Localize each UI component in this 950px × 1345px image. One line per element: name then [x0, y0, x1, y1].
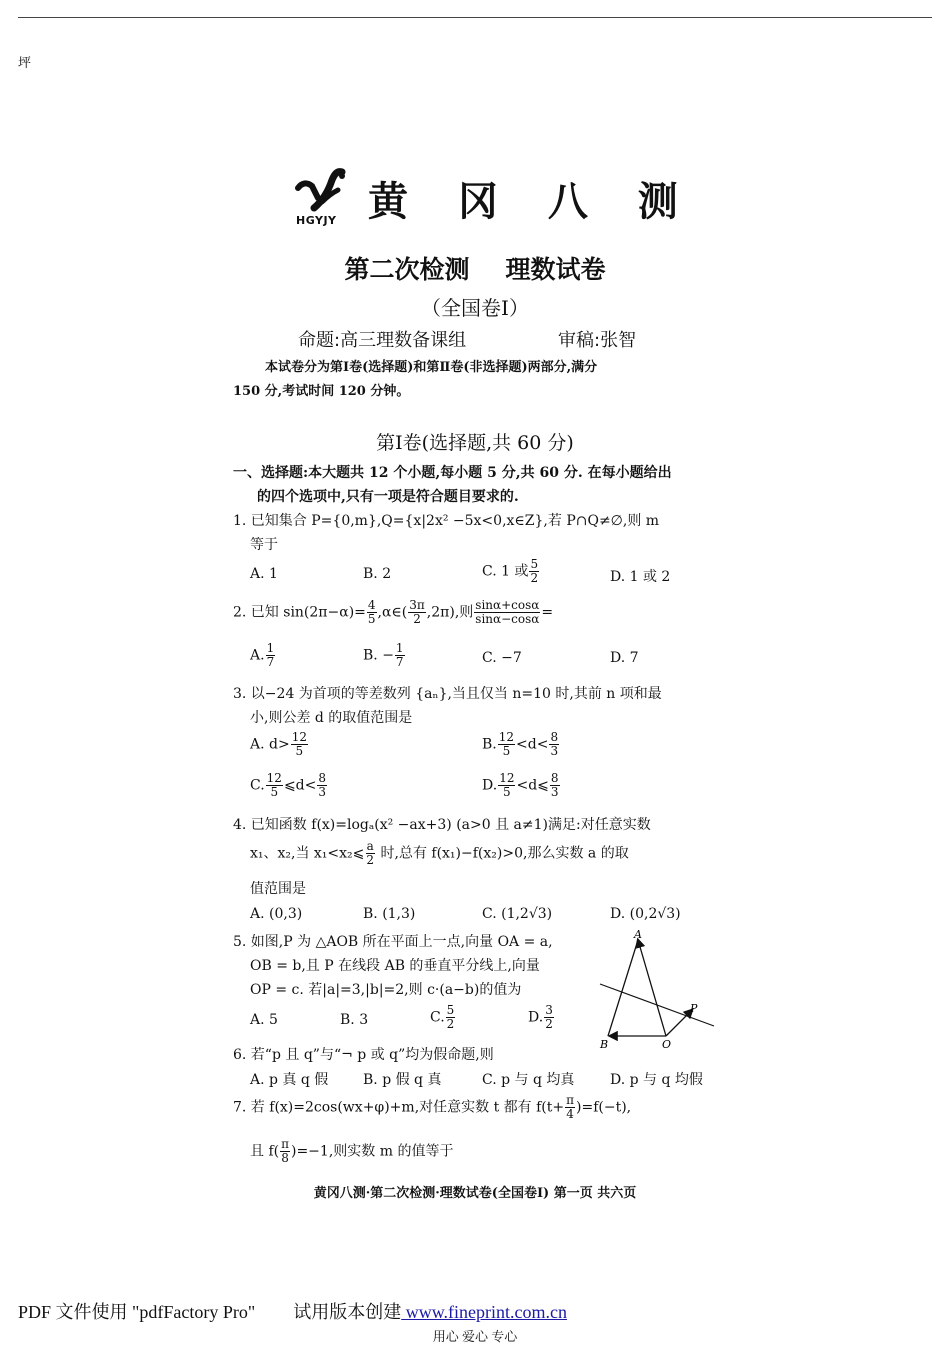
label-o: O — [662, 1038, 672, 1051]
label-p: P — [690, 1002, 698, 1015]
q2-option-c: C. −7 — [482, 650, 522, 666]
q4-option-d: D. (0,2√3) — [610, 906, 681, 922]
fineprint-link[interactable]: www.fineprint.com.cn — [401, 1302, 567, 1322]
q1-line-1: 1. 已知集合 P={0,m},Q={x|2x² −5x<0,x∈Z},若 P∩Q≠∅,则 m — [233, 513, 660, 529]
q5-option-a: A. 5 — [250, 1012, 278, 1028]
reviewer: 审稿:张智 — [558, 330, 637, 351]
q4-line-3: 值范围是 — [250, 881, 306, 897]
part1-line-1: 一、选择题:本大题共 12 个小题,每小题 5 分,共 60 分. 在每小题给出 — [233, 465, 672, 481]
q4-option-b: B. (1,3) — [363, 906, 416, 922]
intro — [233, 356, 717, 404]
pdf-mid-text: 试用版本创建 — [293, 1302, 402, 1322]
title-left: 第二次检测 — [344, 255, 470, 284]
top-rule — [18, 17, 932, 18]
logo-text: HGYJY — [296, 214, 337, 227]
q3-option-d: D. $\frac{12}{5}$ <d⩽ $\frac{8}{3}$ — [482, 771, 559, 799]
intro-line-2: 150 分,考试时间 120 分钟。 — [233, 384, 410, 399]
q3-line-2: 小,则公差 d 的取值范围是 — [250, 710, 413, 726]
q2-line-1: 2. 已知 sin(2π−α)= $\frac{4}{5}$ ,α∈( $\frac{3\pi}{2}$ ,2π),则 $\frac{\sin\alpha+\cos\alpha}{\sin\alpha-\cos\alpha}$ = — [233, 598, 554, 626]
part1-line-2: 的四个选项中,只有一项是符合题目要求的. — [257, 489, 519, 505]
triangle-figure — [594, 926, 718, 1056]
q4-line-1: 4. 已知函数 f(x)=logₐ(x² −ax+3) (a>0 且 a≠1)满足:对任意实数 — [233, 817, 651, 833]
q7-line-2: 且 f( $\frac{\pi}{8}$ )=−1,则实数 m 的值等于 — [250, 1137, 454, 1165]
q6-option-d: D. p 与 q 均假 — [610, 1072, 703, 1088]
section-heading: 第Ⅰ卷(选择题,共 60 分) — [376, 432, 574, 454]
q5-option-c: C. $\frac{5}{2}$ — [430, 1003, 455, 1031]
q4-option-a: A. (0,3) — [250, 906, 303, 922]
q3-option-a: A. d> $\frac{12}{5}$ — [250, 730, 307, 758]
edge-ab — [608, 940, 638, 1036]
q5-line-2: OB = b,且 P 在线段 AB 的垂直平分线上,向量 — [250, 958, 540, 974]
label-b: B — [600, 1038, 609, 1051]
page-footer: 黄冈八测·第二次检测·理数试卷(全国卷Ⅰ) 第一页 共六页 — [313, 1186, 637, 1201]
title-right: 理数试卷 — [505, 255, 606, 284]
q2-option-d: D. 7 — [610, 650, 639, 666]
label-a: A — [634, 928, 642, 941]
q3-option-b: B. $\frac{12}{5}$ <d< $\frac{8}{3}$ — [482, 730, 559, 758]
intro-line-1: 本试卷分为第Ⅰ卷(选择题)和第Ⅱ卷(非选择题)两部分,满分 — [265, 360, 598, 375]
tagline: 用心 爱心 专心 — [432, 1329, 518, 1344]
q2-option-b: B. − $\frac{1}{7}$ — [363, 641, 404, 669]
q5-option-d: D. $\frac{3}{2}$ — [528, 1003, 553, 1031]
vector-oa — [638, 940, 666, 1036]
vector-op — [666, 1010, 692, 1036]
q1-option-a: A. 1 — [250, 566, 278, 582]
subtitle: （全国卷Ⅰ） — [421, 296, 529, 320]
q5-option-b: B. 3 — [340, 1012, 369, 1028]
q4-line-2: x₁、x₂,当 x₁<x₂⩽ $\frac{a}{2}$ 时,总有 f(x₁)−f(x₂)>0,那么实数 a 的取 — [250, 839, 629, 867]
q1-option-b: B. 2 — [363, 566, 392, 582]
q1-option-d: D. 1 或 2 — [610, 569, 671, 585]
page-title — [0, 250, 950, 286]
q6-option-b: B. p 假 q 真 — [363, 1072, 442, 1088]
q5-line-3: OP = c. 若|a|=3,|b|=2,则 c·(a−b)的值为 — [250, 982, 522, 998]
proposer: 命题:高三理数备课组 — [298, 330, 467, 351]
q5-line-1: 5. 如图,P 为 △AOB 所在平面上一点,向量 OA = a, — [233, 934, 553, 950]
q4-option-c: C. (1,2√3) — [482, 906, 553, 922]
q6-option-c: C. p 与 q 均真 — [482, 1072, 575, 1088]
corner-char: 坪 — [18, 56, 32, 71]
q7-line-1: 7. 若 f(x)=2cos(wx+φ)+m,对任意实数 t 都有 f(t+ $\frac{\pi}{4}$ )=f(−t), — [233, 1093, 632, 1121]
q3-line-1: 3. 以−24 为首项的等差数列 {aₙ},当且仅当 n=10 时,其前 n 项和最 — [233, 686, 662, 702]
q6-line-1: 6. 若“p 且 q”与“¬ p 或 q”均为假命题,则 — [233, 1047, 494, 1063]
pdf-left-text: PDF 文件使用 "pdfFactory Pro" — [18, 1302, 256, 1322]
pdf-watermark — [18, 1298, 567, 1324]
q2-option-a: A. $\frac{1}{7}$ — [250, 641, 275, 669]
q1-line-2: 等于 — [250, 537, 278, 553]
q1-option-c: C. 1 或 $\frac{5}{2}$ — [482, 557, 539, 585]
q6-option-a: A. p 真 q 假 — [250, 1072, 329, 1088]
q3-option-c: C. $\frac{12}{5}$ ⩽d< $\frac{8}{3}$ — [250, 771, 327, 799]
brand-name: 黄 冈 八 测 — [368, 178, 696, 225]
